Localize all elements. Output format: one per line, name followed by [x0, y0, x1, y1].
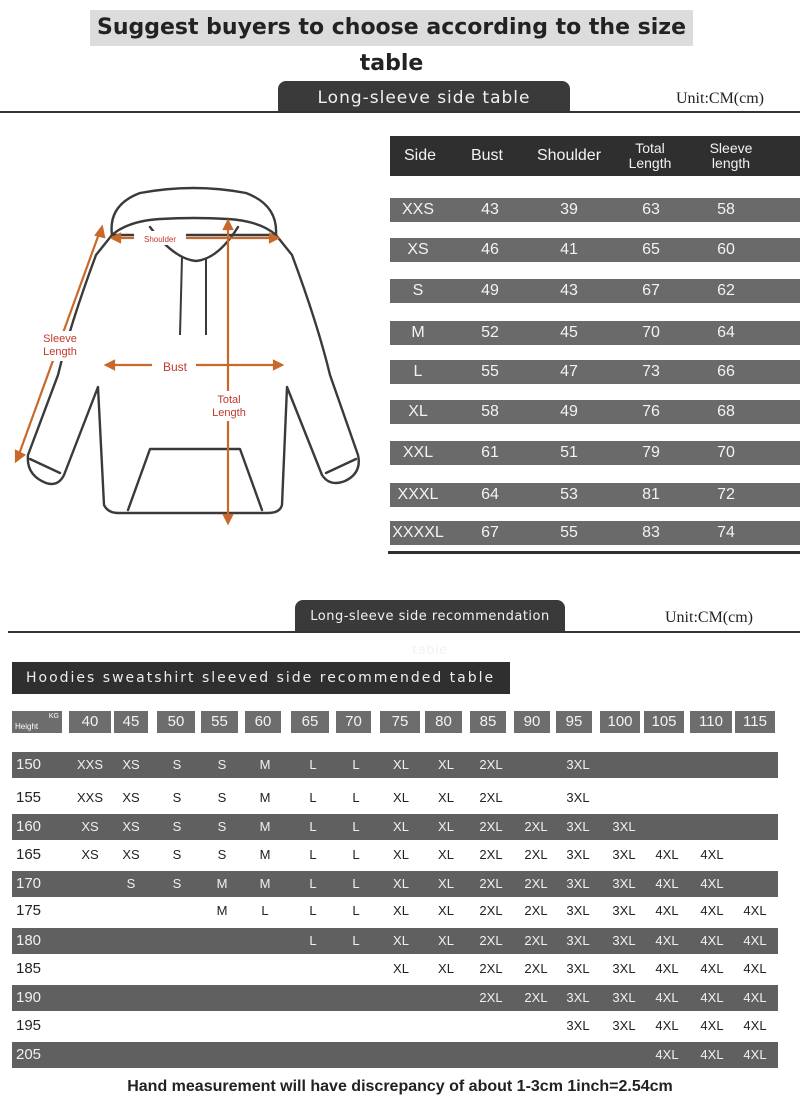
- recommended-size: 4XL: [655, 990, 679, 1005]
- size-value: 70: [642, 324, 660, 341]
- recommended-size: 2XL: [479, 876, 503, 891]
- size-row: [390, 360, 800, 384]
- recommended-size: L: [352, 757, 360, 772]
- recommended-size: L: [352, 790, 360, 805]
- shoulder-label: Shoulder: [143, 235, 177, 244]
- size-label: XXL: [402, 444, 434, 461]
- size-label: S: [412, 282, 424, 299]
- recommended-size: XXS: [76, 757, 103, 772]
- recommended-size: L: [352, 847, 360, 862]
- recommended-size: 4XL: [655, 876, 679, 891]
- size-row: [390, 521, 800, 545]
- recommended-size: 4XL: [655, 933, 679, 948]
- recommended-size: 2XL: [479, 990, 503, 1005]
- recommended-size: L: [309, 757, 317, 772]
- recommended-size: XS: [122, 757, 140, 772]
- weight-header-cell: 65: [291, 711, 329, 733]
- height-label: 205: [16, 1046, 42, 1063]
- bust-label: Bust: [162, 360, 188, 374]
- measurement-note: Hand measurement will have discrepancy of about 1-3cm 1inch=2.54cm: [127, 1078, 673, 1095]
- weight-header-cell: 110: [690, 711, 732, 733]
- recommendation-row: [12, 985, 778, 1011]
- section1-rule: [0, 111, 800, 113]
- recommended-size: XS: [122, 790, 140, 805]
- recommended-size: XL: [393, 819, 409, 834]
- header-total-length: Total Length: [628, 140, 672, 171]
- size-value: 47: [560, 363, 578, 380]
- weight-header-cell: 55: [201, 711, 238, 733]
- corner-kg: KG: [48, 713, 59, 720]
- recommended-size: M: [259, 757, 271, 772]
- size-value: 49: [481, 282, 499, 299]
- recommended-size: L: [309, 903, 317, 918]
- size-value: 58: [481, 403, 499, 420]
- recommended-size: L: [309, 819, 317, 834]
- recommended-size: M: [259, 847, 271, 862]
- recommended-size: XS: [81, 819, 99, 834]
- recommended-size: 3XL: [612, 819, 636, 834]
- height-label: 190: [16, 989, 42, 1006]
- recommended-size: 3XL: [566, 961, 590, 976]
- size-value: 62: [717, 282, 735, 299]
- size-value: 81: [642, 486, 660, 503]
- size-label: XXXL: [397, 486, 439, 503]
- size-value: 65: [642, 241, 660, 258]
- recommended-size: M: [216, 903, 228, 918]
- hood-outline: [112, 188, 277, 235]
- recommended-size: XS: [122, 819, 140, 834]
- recommended-size: L: [352, 933, 360, 948]
- recommended-size: 2XL: [524, 819, 548, 834]
- recommended-size: 2XL: [524, 847, 548, 862]
- size-value: 39: [560, 201, 578, 218]
- recommended-size: L: [309, 933, 317, 948]
- size-label: XXXXL: [392, 524, 444, 541]
- size-value: 45: [560, 324, 578, 341]
- recommended-size: 4XL: [743, 903, 767, 918]
- recommended-size: S: [217, 757, 227, 772]
- recommended-size: 4XL: [655, 847, 679, 862]
- recommended-size: XL: [438, 903, 454, 918]
- weight-header-cell: 100: [600, 711, 640, 733]
- recommended-size: 2XL: [524, 990, 548, 1005]
- size-value: 79: [642, 444, 660, 461]
- recommended-size: 3XL: [566, 819, 590, 834]
- recommended-size: S: [172, 790, 182, 805]
- recommended-size: L: [352, 903, 360, 918]
- recommended-size: S: [172, 876, 182, 891]
- size-value: 72: [717, 486, 735, 503]
- height-label: 170: [16, 875, 42, 892]
- recommendation-row: [12, 928, 778, 954]
- size-value: 41: [560, 241, 578, 258]
- recommended-size: 3XL: [566, 903, 590, 918]
- recommended-size: 4XL: [700, 990, 724, 1005]
- recommended-size: XL: [438, 933, 454, 948]
- recommended-size: 2XL: [479, 903, 503, 918]
- recommended-size: 4XL: [655, 1018, 679, 1033]
- size-label: XL: [408, 403, 428, 420]
- recommended-size: 2XL: [479, 961, 503, 976]
- recommended-size: L: [352, 819, 360, 834]
- height-label: 185: [16, 960, 42, 977]
- size-value: 73: [642, 363, 660, 380]
- hoodie-diagram: [0, 175, 380, 535]
- size-value: 52: [481, 324, 499, 341]
- recommended-size: S: [217, 819, 227, 834]
- recommended-size: S: [217, 790, 227, 805]
- weight-header-cell: 115: [735, 711, 775, 733]
- recommended-size: XL: [438, 847, 454, 862]
- size-row: [390, 238, 800, 262]
- weight-header-cell: 80: [425, 711, 462, 733]
- weight-header-cell: 85: [470, 711, 506, 733]
- recommended-size: 3XL: [612, 1018, 636, 1033]
- weight-header-cell: 60: [245, 711, 281, 733]
- recommended-size: 3XL: [612, 847, 636, 862]
- recommended-size: 2XL: [479, 933, 503, 948]
- recommended-size: 4XL: [655, 961, 679, 976]
- recommendation-tab: Long-sleeve side recommendation table: [295, 600, 565, 632]
- size-table-tab: Long-sleeve side table: [278, 81, 570, 113]
- recommendation-row: [12, 1013, 778, 1039]
- size-label: XS: [407, 241, 429, 258]
- size-label: XXS: [401, 201, 434, 218]
- size-table-header: [390, 136, 800, 176]
- recommended-size: XL: [438, 757, 454, 772]
- size-value: 51: [560, 444, 578, 461]
- recommendation-row: [12, 785, 778, 811]
- recommended-size: 2XL: [524, 876, 548, 891]
- recommended-size: M: [259, 876, 271, 891]
- recommended-size: 4XL: [655, 903, 679, 918]
- recommended-size: L: [309, 790, 317, 805]
- size-value: 55: [481, 363, 499, 380]
- size-value: 67: [642, 282, 660, 299]
- size-value: 83: [642, 524, 660, 541]
- size-value: 70: [717, 444, 735, 461]
- recommended-size: 2XL: [479, 790, 503, 805]
- weight-header-cell: 45: [114, 711, 148, 733]
- size-row: [390, 198, 800, 222]
- recommended-size: XS: [122, 847, 140, 862]
- recommended-size: 2XL: [524, 903, 548, 918]
- weight-header-cell: 95: [556, 711, 592, 733]
- size-value: 68: [717, 403, 735, 420]
- recommended-size: XL: [438, 876, 454, 891]
- recommended-size: XXS: [76, 790, 103, 805]
- recommended-size: 3XL: [566, 1018, 590, 1033]
- recommended-size: 2XL: [524, 933, 548, 948]
- height-label: 175: [16, 902, 42, 919]
- recommended-size: 4XL: [743, 933, 767, 948]
- recommended-size: 4XL: [700, 961, 724, 976]
- recommended-size: 4XL: [700, 903, 724, 918]
- weight-header-cell: 105: [644, 711, 684, 733]
- size-value: 53: [560, 486, 578, 503]
- height-label: 180: [16, 932, 42, 949]
- recommended-size: L: [309, 847, 317, 862]
- recommended-size: 3XL: [612, 990, 636, 1005]
- recommended-size: 4XL: [655, 1047, 679, 1062]
- header-sleeve-length: Sleeve length: [709, 140, 753, 171]
- recommended-size: 4XL: [700, 847, 724, 862]
- recommendation-row: [12, 956, 778, 982]
- recommendation-row: [12, 842, 778, 868]
- height-label: 160: [16, 818, 42, 835]
- hoodie-outline: [28, 235, 359, 513]
- weight-header-cell: 50: [157, 711, 195, 733]
- size-value: 60: [717, 241, 735, 258]
- recommendation-row: [12, 898, 778, 924]
- recommended-size: 4XL: [700, 876, 724, 891]
- height-label: 165: [16, 846, 42, 863]
- recommended-size: S: [172, 819, 182, 834]
- size-value: 63: [642, 201, 660, 218]
- size-row: [390, 321, 800, 345]
- size-value: 64: [717, 324, 735, 341]
- recommended-size: 4XL: [743, 961, 767, 976]
- sleeve-length-label: Sleeve Length: [43, 333, 77, 358]
- section2-rule: [8, 631, 800, 633]
- recommendation-row: [12, 1042, 778, 1068]
- recommendation-row: [12, 871, 778, 897]
- size-value: 64: [481, 486, 499, 503]
- recommended-size: S: [172, 847, 182, 862]
- recommended-size: XL: [438, 961, 454, 976]
- size-value: 49: [560, 403, 578, 420]
- recommended-size: S: [126, 876, 136, 891]
- recommended-size: XL: [438, 790, 454, 805]
- height-kg-corner: [12, 711, 62, 733]
- size-row: [390, 441, 800, 465]
- recommended-size: 3XL: [612, 933, 636, 948]
- recommended-size: XL: [393, 903, 409, 918]
- size-label: M: [411, 324, 425, 341]
- size-value: 76: [642, 403, 660, 420]
- recommended-size: 3XL: [612, 903, 636, 918]
- size-table-bottom-rule: [388, 551, 800, 554]
- size-value: 43: [560, 282, 578, 299]
- recommended-size: 4XL: [743, 990, 767, 1005]
- size-unit-label: Unit:CM(cm): [676, 90, 764, 107]
- recommended-size: 2XL: [479, 847, 503, 862]
- recommended-size: 3XL: [566, 990, 590, 1005]
- corner-height: Height: [15, 722, 39, 731]
- recommended-size: L: [309, 876, 317, 891]
- recommended-size: 2XL: [479, 819, 503, 834]
- recommended-size: L: [352, 876, 360, 891]
- recommended-size: 4XL: [700, 933, 724, 948]
- recommended-size: XL: [393, 876, 409, 891]
- recommended-size: XL: [393, 757, 409, 772]
- recommended-size: M: [216, 876, 228, 891]
- recommended-size: L: [261, 903, 269, 918]
- recommended-size: 3XL: [566, 757, 590, 772]
- header-side: Side: [403, 147, 437, 164]
- height-label: 155: [16, 789, 42, 806]
- recommended-size: XL: [393, 961, 409, 976]
- total-length-label: Total Length: [212, 394, 246, 419]
- recommendation-table-title: Hoodies sweatshirt sleeved side recommended table: [12, 662, 510, 694]
- recommended-size: XL: [393, 933, 409, 948]
- height-label: 195: [16, 1017, 42, 1034]
- recommended-size: XL: [393, 790, 409, 805]
- weight-header-cell: 40: [69, 711, 111, 733]
- recommended-size: S: [217, 847, 227, 862]
- recommended-size: 3XL: [612, 961, 636, 976]
- recommended-size: 2XL: [479, 757, 503, 772]
- size-label: L: [413, 363, 423, 380]
- header-shoulder: Shoulder: [536, 147, 602, 164]
- size-value: 61: [481, 444, 499, 461]
- recommended-size: 4XL: [700, 1047, 724, 1062]
- recommended-size: 3XL: [566, 790, 590, 805]
- size-row: [390, 400, 800, 424]
- recommended-size: XL: [438, 819, 454, 834]
- header-bust: Bust: [470, 147, 503, 164]
- recommended-size: XL: [393, 847, 409, 862]
- recommended-size: 3XL: [612, 876, 636, 891]
- recommended-size: 3XL: [566, 847, 590, 862]
- recommendation-row: [12, 752, 778, 778]
- recommended-size: XS: [81, 847, 99, 862]
- size-value: 58: [717, 201, 735, 218]
- recommended-size: 4XL: [700, 1018, 724, 1033]
- recommended-size: 3XL: [566, 876, 590, 891]
- size-row: [390, 279, 800, 303]
- size-value: 74: [717, 524, 735, 541]
- recommended-size: M: [259, 819, 271, 834]
- recommended-size: 2XL: [524, 961, 548, 976]
- size-value: 55: [560, 524, 578, 541]
- recommended-size: 4XL: [743, 1018, 767, 1033]
- size-value: 67: [481, 524, 499, 541]
- size-value: 66: [717, 363, 735, 380]
- weight-header-cell: 70: [336, 711, 371, 733]
- recommended-size: S: [172, 757, 182, 772]
- size-row: [390, 483, 800, 507]
- height-label: 150: [16, 756, 42, 773]
- weight-header-cell: 90: [514, 711, 550, 733]
- page-title: Suggest buyers to choose according to the size table: [96, 15, 687, 76]
- size-value: 43: [481, 201, 499, 218]
- recommended-size: 4XL: [743, 1047, 767, 1062]
- recommended-size: 3XL: [566, 933, 590, 948]
- recommendation-unit-label: Unit:CM(cm): [665, 609, 753, 626]
- weight-header-cell: 75: [380, 711, 420, 733]
- recommended-size: M: [259, 790, 271, 805]
- recommendation-row: [12, 814, 778, 840]
- size-value: 46: [481, 241, 499, 258]
